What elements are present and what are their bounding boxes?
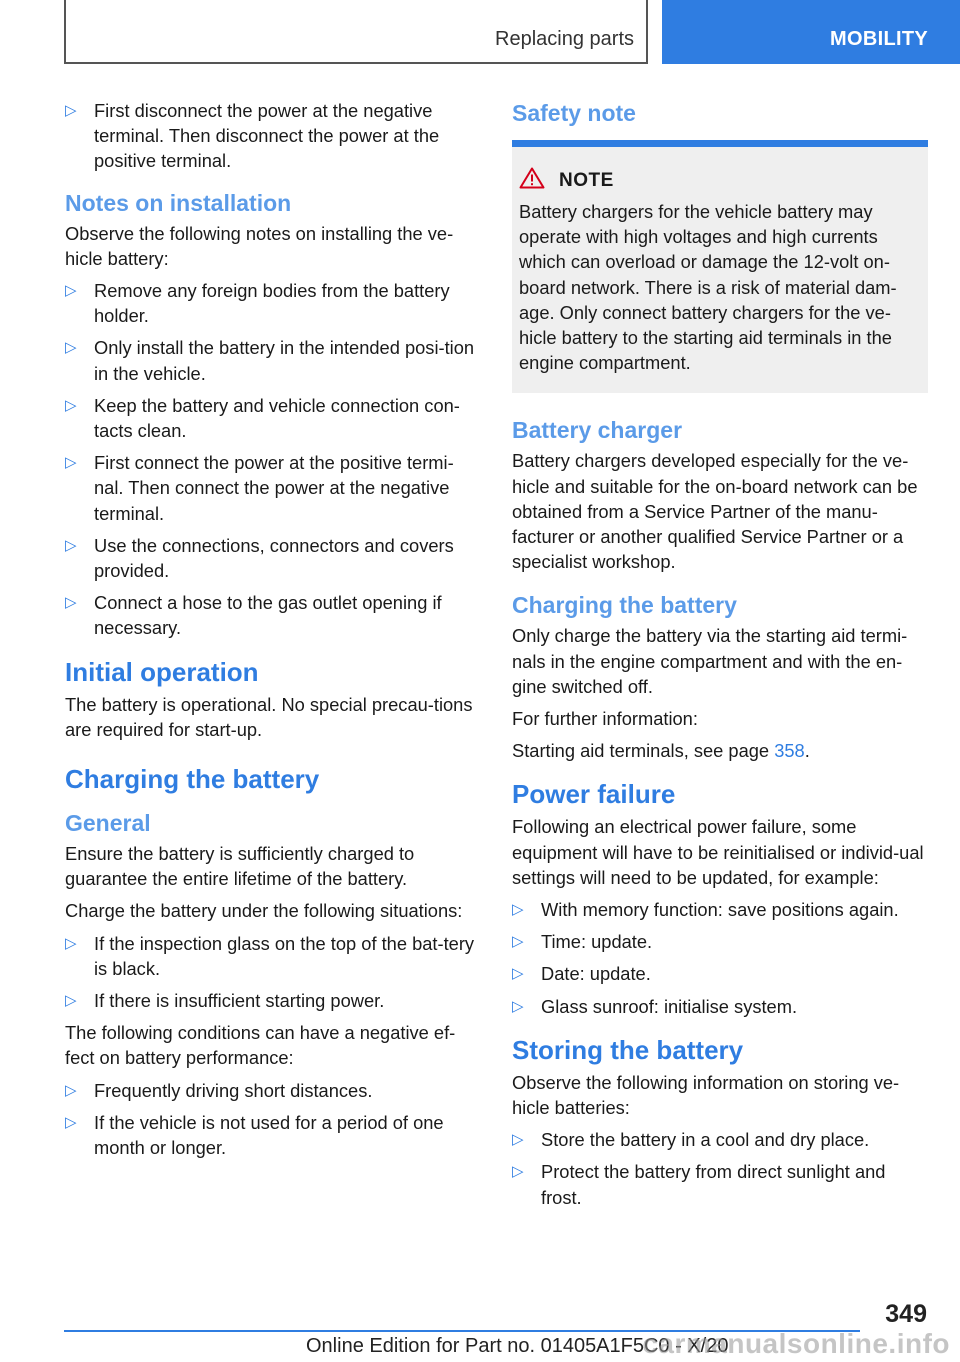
triangle-bullet-icon: ▷: [65, 396, 77, 414]
list-item: ▷ With memory function: save positions again.: [512, 897, 928, 922]
note-label: NOTE: [559, 169, 614, 191]
list-item: ▷ Protect the battery from direct sunlight and frost.: [512, 1161, 886, 1208]
triangle-bullet-icon: ▷: [65, 934, 77, 952]
page-number: 349: [885, 1300, 927, 1328]
triangle-bullet-icon: ▷: [65, 1113, 77, 1131]
power-failure-list: [512, 897, 928, 1019]
triangle-bullet-icon: ▷: [512, 997, 524, 1015]
triangle-bullet-icon: ▷: [65, 992, 77, 1010]
header-section-box: [64, 0, 648, 64]
triangle-bullet-icon: ▷: [65, 594, 77, 612]
battery-charger-heading: Battery charger: [512, 417, 683, 444]
triangle-bullet-icon: ▷: [512, 1163, 524, 1181]
charging-heading: Charging the battery: [65, 764, 320, 795]
header-chapter-label: MOBILITY: [830, 28, 928, 50]
list-item: ▷ Store the battery in a cool and dry place.: [512, 1127, 928, 1152]
triangle-bullet-icon: ▷: [65, 1081, 77, 1099]
list-item: ▷ If there is insufficient starting power.: [65, 988, 483, 1013]
safety-note-heading: Safety note: [512, 100, 636, 126]
top-list: [65, 98, 483, 174]
footer-edition: Online Edition for Part no. 01405A1F5C0 - X/20: [306, 1335, 729, 1357]
list-item: ▷ First connect the power at the positive termi-nal. Then connect the power at the negative terminal.: [65, 452, 454, 524]
safety-note-rule: [512, 140, 928, 147]
triangle-bullet-icon: ▷: [512, 901, 524, 919]
triangle-bullet-icon: ▷: [65, 282, 77, 300]
power-failure-text: Following an electrical power failure, some equipment will have to be reinitialised or individ-ual settings will need to be updated, for example:: [512, 816, 924, 888]
storing-text: Observe the following information on storing ve-hicle batteries:: [512, 1071, 900, 1119]
page-header: [0, 0, 960, 66]
installation-list: [65, 278, 483, 641]
watermark-logo: carmanualsonline.info: [642, 1328, 950, 1359]
list-item: ▷ Remove any foreign bodies from the battery holder.: [65, 280, 450, 327]
triangle-bullet-icon: ▷: [512, 1131, 524, 1149]
right-column: [512, 98, 928, 1217]
installation-heading: Notes on installation: [65, 189, 292, 216]
list-item: ▷ Glass sunroof: initialise system.: [512, 994, 928, 1019]
note-box: [512, 147, 928, 393]
triangle-bullet-icon: ▷: [512, 965, 524, 983]
initial-operation-heading: Initial operation: [65, 656, 259, 687]
installation-intro: Observe the following notes on installing the ve-hicle battery:: [65, 222, 454, 269]
power-failure-heading: Power failure: [512, 779, 676, 810]
triangle-bullet-icon: ▷: [65, 339, 77, 357]
list-item: ▷ Frequently driving short distances.: [65, 1078, 483, 1103]
storing-list: [512, 1127, 928, 1210]
triangle-bullet-icon: ▷: [65, 102, 77, 119]
general-p3: The following conditions can have a negative ef-fect on battery performance:: [65, 1022, 456, 1069]
list-item: ▷ Use the connections, connectors and covers provided.: [65, 534, 454, 582]
note-text: Battery chargers for the vehicle battery may operate with high voltages and high currents which can overload or damage the 12-volt on-board network. There is a risk of material dam-age. Only connect battery chargers for the ve-hicle battery to the starting aid terminals in the engine compartment.: [519, 201, 897, 374]
list-item: ▷ Date: update.: [512, 961, 928, 986]
general-heading: General: [65, 810, 151, 837]
charging-situations-list: [65, 931, 483, 1014]
battery-charger-text: Battery chargers developed especially for the ve-hicle and suitable for the on-board network can be obtained from a Service Partner of the manu-facturer or another qualified Service Partner or a specialist workshop.: [512, 450, 918, 573]
list-item: ▷ First disconnect the power at the negative terminal. Then disconnect the power at the positive terminal.: [65, 100, 440, 172]
header-section-title: Replacing parts: [495, 28, 634, 50]
list-item: ▷ If the inspection glass on the top of the bat-tery is black.: [65, 932, 475, 979]
storing-heading: Storing the battery: [512, 1034, 744, 1065]
initial-operation-text: The battery is operational. No special precau-tions are required for start-up.: [65, 693, 473, 740]
negative-conditions-list: [65, 1078, 483, 1161]
general-p1: Ensure the battery is sufficiently charged to guarantee the entire lifetime of the battery.: [65, 843, 415, 890]
triangle-bullet-icon: ▷: [512, 933, 524, 951]
charging-p1: Only charge the battery via the starting aid termi-nals in the engine compartment and with the en-gine switched off.: [512, 625, 908, 697]
warning-triangle-icon: [519, 167, 559, 194]
triangle-bullet-icon: ▷: [65, 454, 77, 472]
list-item: ▷ Connect a hose to the gas outlet opening if necessary.: [65, 592, 442, 639]
left-column: [65, 98, 483, 1167]
charging-battery-heading: Charging the battery: [512, 592, 737, 619]
charging-p2: For further information:: [512, 708, 698, 730]
triangle-bullet-icon: ▷: [65, 536, 77, 554]
list-item: ▷ Time: update.: [512, 929, 928, 954]
list-item: ▷ Only install the battery in the intended posi-tion in the vehicle.: [65, 337, 475, 384]
charging-p3: Starting aid terminals, see page 358.: [512, 740, 810, 762]
header-chapter-tab: [662, 0, 960, 64]
list-item: ▷ If the vehicle is not used for a period of one month or longer.: [65, 1111, 444, 1159]
list-item: ▷ Keep the battery and vehicle connection con-tacts clean.: [65, 394, 460, 442]
general-p2: Charge the battery under the following situations:: [65, 900, 463, 922]
page-link[interactable]: 358: [774, 740, 805, 762]
note-header: [519, 167, 921, 194]
